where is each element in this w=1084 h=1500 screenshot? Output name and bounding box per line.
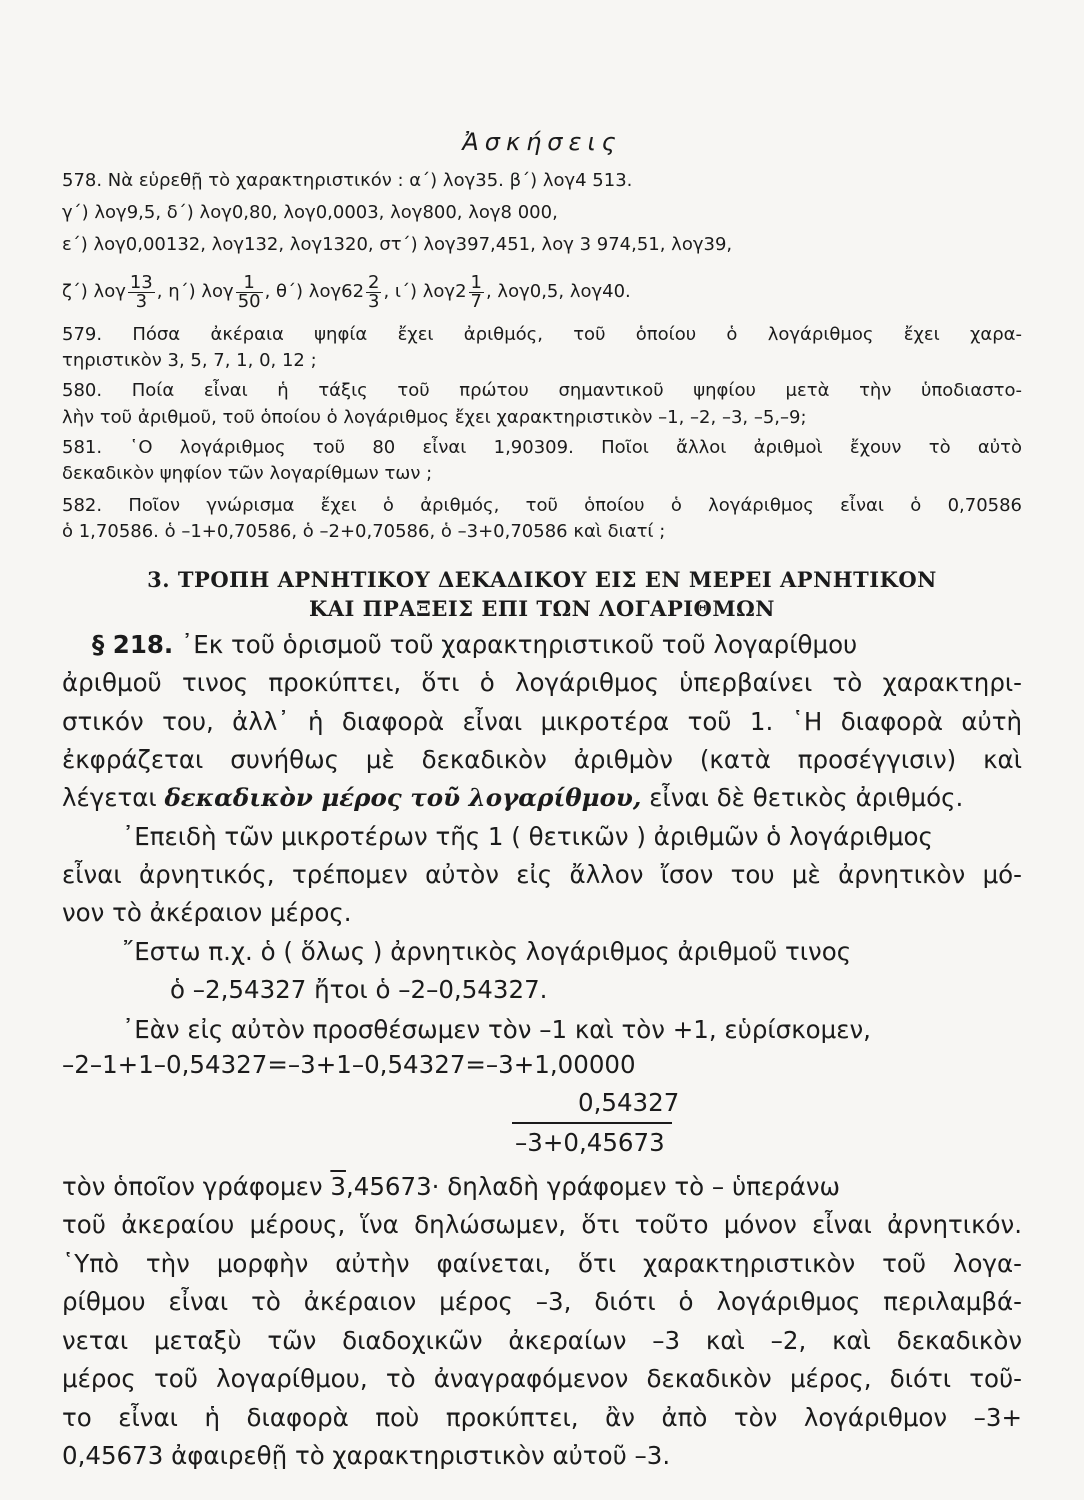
section-title-line-2: ΚΑΙ ΠΡΑΞΕΙΣ ΕΠΙ ΤΩΝ ΛΟΓΑΡΙΘΜΩΝ (309, 596, 775, 621)
paragraph-5-line-1: τὸν ὁποῖον γράφομεν 3,45673· δηλαδὴ γράφομεν τὸ – ὑπεράνω (62, 1172, 841, 1201)
section-number: § 218. (92, 630, 174, 659)
fraction-1-7: $\frac{1}{7}$ (470, 271, 482, 312)
exercise-581-line-2: δεκαδικὸν ψηφίον τῶν λογαρίθμων των ; (62, 463, 433, 484)
exercise-582-line-1: 582. Ποῖον γνώρισμα ἔχει ὁ ἀριθμός, τοῦ ὁποίου ὁ λογάριθμος εἶναι ὁ 0,70586 (62, 495, 1022, 516)
exercise-579-line-1: 579. Πόσα ἀκέραια ψηφία ἔχει ἀριθμός, τοῦ ὁποίου ὁ λογάριθμος ἔχει χαρα- (62, 324, 1022, 345)
paragraph-5-line-7: το εἶναι ἡ διαφορὰ ποὺ προκύπτει, ἂν ἀπὸ τὸν λογάριθμον –3+ (62, 1403, 1022, 1432)
fraction-2-3: $\frac{2}{3}$ (368, 271, 380, 312)
exercise-581-line-1: 581. ῾Ο λογάριθμος τοῦ 80 εἶναι 1,90309. Ποῖοι ἄλλοι ἀριθμοὶ ἔχουν τὸ αὐτὸ (62, 437, 1022, 458)
paragraph-2-line-3: νον τὸ ἀκέραιον μέρος. (62, 898, 352, 927)
exercise-578-line-2: γ΄) λογ9,5, δ΄) λογ0,80, λογ0,0003, λογ800, λογ8 000, (62, 202, 558, 223)
paragraph-3-line-2: ὁ –2,54327 ἤτοι ὁ –2–0,54327. (170, 975, 548, 1004)
paragraph-1-line-4: ἐκφράζεται συνήθως μὲ δεκαδικὸν ἀριθμὸν (κατὰ προσέγγισιν) καὶ (62, 745, 1022, 774)
exercise-580-line-1: 580. Ποία εἶναι ἡ τάξις τοῦ πρώτου σημαντικοῦ ψηφίου μετὰ τὴν ὑποδιαστο- (62, 380, 1022, 401)
paragraph-1-line-2: ἀριθμοῦ τινος προκύπτει, ὅτι ὁ λογάριθμος ὑπερβαίνει τὸ χαρακτηρι- (62, 668, 1022, 697)
paragraph-5-line-3: ῾Υπὸ τὴν μορφὴν αὐτὴν φαίνεται, ὅτι χαρακτηριστικὸν τοῦ λογα- (62, 1249, 1022, 1278)
paragraph-5-line-2: τοῦ ἀκεραίου μέρους, ἵνα δηλώσωμεν, ὅτι τοῦτο μόνον εἶναι ἀρνητικόν. (62, 1210, 1022, 1239)
exercise-580-line-2: λὴν τοῦ ἀριθμοῦ, τοῦ ὁποίου ὁ λογάριθμος ἔχει χαρακτηριστικὸν –1, –2, –3, –5,–9; (62, 407, 807, 428)
paragraph-1-line-1: § 218. ᾿Εκ τοῦ ὁρισμοῦ τοῦ χαρακτηριστικοῦ τοῦ λογαρίθμου (92, 630, 858, 659)
fraction-1-50: $\frac{1}{50}$ (237, 271, 261, 312)
exercise-579-line-2: τηριστικὸν 3, 5, 7, 1, 0, 12 ; (62, 350, 317, 371)
paragraph-4-line-1: ᾿Εὰν εἰς αὐτὸν προσθέσωμεν τὸν –1 καὶ τὸν +1, εὑρίσκομεν, (122, 1015, 871, 1044)
paragraph-5-line-5: νεται μεταξὺ τῶν διαδοχικῶν ἀκεραίων –3 καὶ –2, καὶ δεκαδικὸν (62, 1326, 1022, 1355)
paragraph-2-line-2: εἶναι ἀρνητικός, τρέπομεν αὐτὸν εἰς ἄλλον ἴσον του μὲ ἀρνητικὸν μό- (62, 860, 1022, 889)
exercise-578-line-3: ε΄) λογ0,00132, λογ132, λογ1320, στ΄) λογ397,451, λογ 3 974,51, λογ39, (62, 234, 733, 255)
section-title-line-1: 3. ΤΡΟΠΗ ΑΡΝΗΤΙΚΟΥ ΔΕΚΑΔΙΚΟΥ ΕΙΣ ΕΝ ΜΕΡΕΙ ΑΡΝΗΤΙΚΟΝ (147, 567, 937, 592)
calculation-result: –3+0,45673 (515, 1128, 665, 1157)
paragraph-5-line-8: 0,45673 ἀφαιρεθῇ τὸ χαρακτηριστικὸν αὐτοῦ –3. (62, 1441, 671, 1470)
calculation-line-2: 0,54327 (578, 1088, 680, 1117)
sum-rule (512, 1122, 672, 1124)
fraction-13-3: $\frac{13}{3}$ (129, 271, 153, 312)
exercise-578-line-1: 578. Νὰ εὑρεθῇ τὸ χαρακτηριστικόν : α΄) λογ35. β΄) λογ4 513. (62, 170, 633, 191)
paragraph-1-line-3: στικόν του, ἀλλ᾿ ἡ διαφορὰ εἶναι μικροτέρα τοῦ 1. ῾Η διαφορὰ αὐτὴ (62, 707, 1022, 736)
paragraph-5-line-6: μέρος τοῦ λογαρίθμου, τὸ ἀναγραφόμενον δεκαδικὸν μέρος, διότι τοῦ- (62, 1364, 1022, 1393)
paragraph-2-line-1: ᾿Επειδὴ τῶν μικροτέρων τῆς 1 ( θετικῶν ) ἀριθμῶν ὁ λογάριθμος (122, 822, 933, 851)
exercise-582-line-2: ὁ 1,70586. ὁ –1+0,70586, ὁ –2+0,70586, ὁ –3+0,70586 καὶ διατί ; (62, 521, 666, 542)
exercises-heading: Ἀσκήσεις (462, 128, 622, 156)
bar-three: 3 (330, 1172, 346, 1201)
paragraph-3-line-1: ῎Εστω π.χ. ὁ ( ὅλως ) ἀρνητικὸς λογάριθμος ἀριθμοῦ τινος (122, 937, 852, 966)
calculation-line-1: –2–1+1–0,54327=–3+1–0,54327=–3+1,00000 (62, 1050, 636, 1079)
paragraph-5-line-4: ρίθμου εἶναι τὸ ἀκέραιον μέρος –3, διότι ὁ λογάριθμος περιλαμβά- (62, 1287, 1022, 1316)
paragraph-1-line-5: λέγεται δεκαδικὸν μέρος τοῦ λογαρίθμου, εἶναι δὲ θετικὸς ἀριθμός. (62, 783, 964, 812)
defined-term: δεκαδικὸν μέρος τοῦ λογαρίθμου, (164, 783, 642, 812)
exercise-578-line-4: ζ΄) λογ $\frac{13}{3}$ , η΄) λογ $\frac{1}{50}$ , θ΄) λογ62 $\frac{2}{3}$ , ι΄) λογ2 $\frac{1}{7}$ , λογ0,5, λογ40. (62, 271, 631, 312)
